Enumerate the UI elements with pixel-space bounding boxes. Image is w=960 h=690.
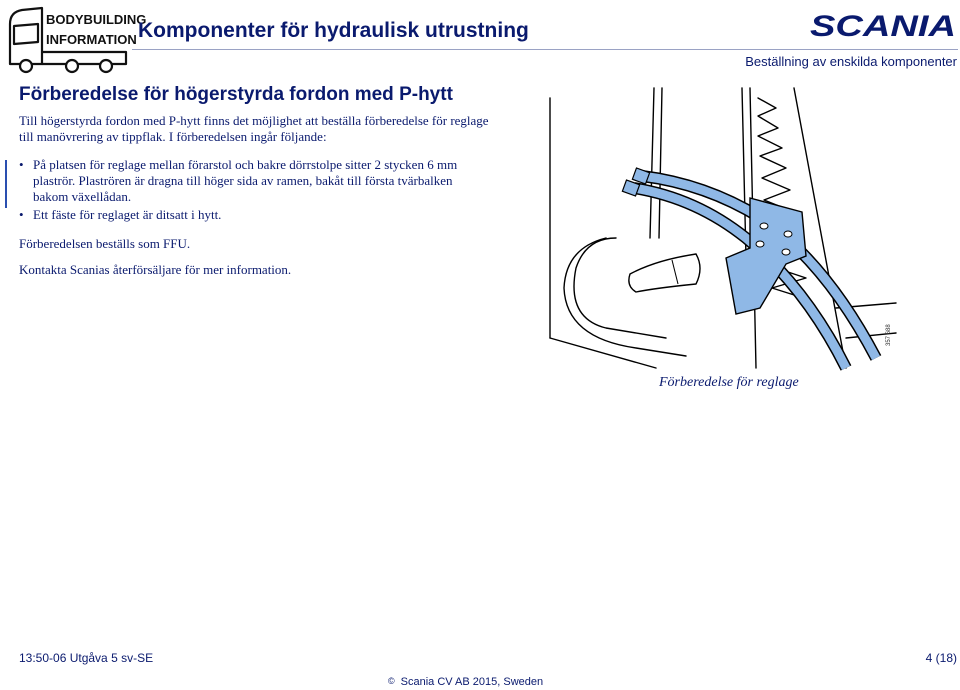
- control-preparation-illustration: [546, 88, 898, 368]
- logo-line-1: BODYBUILDING: [46, 12, 147, 27]
- bullet-symbol: •: [19, 157, 24, 172]
- copyright-text: Scania CV AB 2015, Sweden: [400, 676, 544, 688]
- intro-paragraph: Till högerstyrda fordon med P-hytt finns det möjlighet att beställa förberedelse för reglage till manövrering av tippflak. I förberedelsen ingår följande:: [19, 113, 489, 144]
- page-header-subtitle: Beställning av enskilda komponenter: [745, 54, 957, 69]
- footer-document-info: 13:50-06 Utgåva 5 sv-SE: [19, 651, 154, 665]
- change-bar: [5, 160, 7, 208]
- scania-logo: [810, 8, 958, 42]
- footer-copyright: [388, 676, 543, 688]
- order-paragraph: Förberedelsen beställs som FFU.: [19, 236, 191, 251]
- contact-paragraph: Kontakta Scanias återförsäljare för mer information.: [19, 262, 292, 277]
- logo-line-2: INFORMATION: [46, 32, 137, 47]
- bullet-text: Ett fäste för reglaget är ditsatt i hytt.: [33, 207, 222, 222]
- bullet-symbol: •: [19, 207, 24, 222]
- bodybuilding-information-logo: [2, 2, 147, 74]
- footer-page-number: 4 (18): [925, 651, 957, 665]
- header-divider: [132, 49, 958, 50]
- bullet-text: På platsen för reglage mellan förarstol och bakre dörrstolpe sitter 2 stycken 6 mm plaströr. Plaströren är dragna till höger sida av ramen, bakåt till första tvärbalken bakom växellådan.: [33, 157, 458, 204]
- section-title: Förberedelse för högerstyrda fordon med P-hytt: [19, 84, 453, 105]
- page-header-title: Komponenter för hydraulisk utrustning: [138, 19, 529, 42]
- figure-caption: Förberedelse för reglage: [659, 375, 799, 390]
- copyright-symbol: ©: [388, 676, 395, 686]
- scania-logo-text: SCANIA: [810, 10, 956, 43]
- figure-id: 357 688: [886, 324, 892, 346]
- bullet-item: [19, 157, 489, 205]
- bullet-item: [19, 207, 489, 223]
